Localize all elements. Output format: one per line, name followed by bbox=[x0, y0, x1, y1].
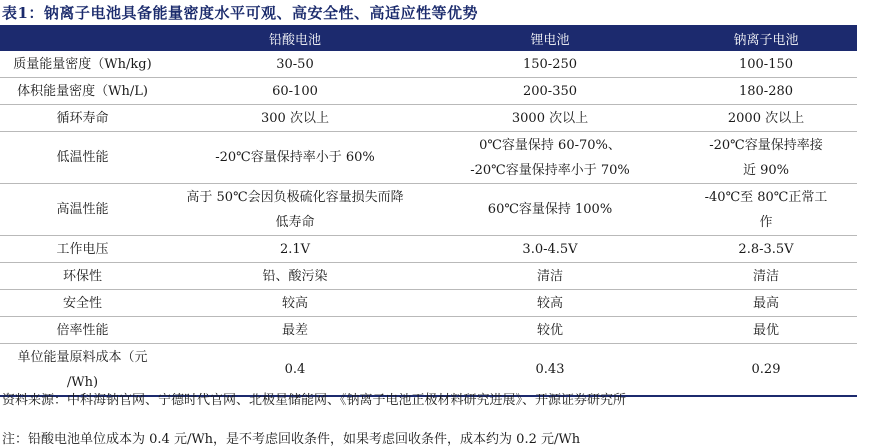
row-label: 安全性 bbox=[0, 290, 165, 317]
row-label: 循环寿命 bbox=[0, 105, 165, 132]
table-cell: 较高 bbox=[425, 290, 675, 317]
table-cell: 30-50 bbox=[165, 51, 425, 78]
table-cell: 0.43 bbox=[425, 344, 675, 397]
row-label: 倍率性能 bbox=[0, 317, 165, 344]
table-title: 表1：钠离子电池具备能量密度水平可观、高安全性、高适应性等优势 bbox=[2, 4, 478, 22]
table-cell: 0.4 bbox=[165, 344, 425, 397]
footnote: 注：铅酸电池单位成本为 0.4 元/Wh，是不考虑回收条件，如果考虑回收条件，成本约为 0.2 元/Wh bbox=[2, 432, 581, 447]
table-cell: 较优 bbox=[425, 317, 675, 344]
table-row bbox=[0, 290, 857, 317]
table-cell: 最优 bbox=[675, 317, 857, 344]
table-cell: -20℃容量保持率接 近 90% bbox=[675, 132, 857, 184]
comparison-table bbox=[0, 25, 857, 397]
table-row bbox=[0, 132, 857, 184]
table-cell: 较高 bbox=[165, 290, 425, 317]
table-cell: -40℃至 80℃正常工 作 bbox=[675, 184, 857, 236]
table-row bbox=[0, 78, 857, 105]
header-cell-sodium-ion: 钠离子电池 bbox=[675, 25, 857, 51]
table-cell: 150-250 bbox=[425, 51, 675, 78]
row-label: 高温性能 bbox=[0, 184, 165, 236]
row-label: 体积能量密度（Wh/L) bbox=[0, 78, 165, 105]
row-label: 工作电压 bbox=[0, 236, 165, 263]
table-cell: 3.0-4.5V bbox=[425, 236, 675, 263]
table-cell: 100-150 bbox=[675, 51, 857, 78]
table-cell: 最高 bbox=[675, 290, 857, 317]
table-cell: 清洁 bbox=[675, 263, 857, 290]
header-cell-lithium: 锂电池 bbox=[425, 25, 675, 51]
table-cell: -20℃容量保持率小于 60% bbox=[165, 132, 425, 184]
header-cell-lead-acid: 铅酸电池 bbox=[165, 25, 425, 51]
table-cell: 3000 次以上 bbox=[425, 105, 675, 132]
table-cell: 高于 50℃会因负极硫化容量损失而降 低寿命 bbox=[165, 184, 425, 236]
header-cell-blank bbox=[0, 25, 165, 51]
table-row bbox=[0, 51, 857, 78]
table-cell: 2.1V bbox=[165, 236, 425, 263]
table-cell: 200-350 bbox=[425, 78, 675, 105]
row-label: 环保性 bbox=[0, 263, 165, 290]
table-row bbox=[0, 263, 857, 290]
table-cell: 300 次以上 bbox=[165, 105, 425, 132]
table-cell: 2.8-3.5V bbox=[675, 236, 857, 263]
table-cell: 0℃容量保持 60-70%、 -20℃容量保持率小于 70% bbox=[425, 132, 675, 184]
table-row bbox=[0, 317, 857, 344]
table-cell: 铅、酸污染 bbox=[165, 263, 425, 290]
table-cell: 2000 次以上 bbox=[675, 105, 857, 132]
table-row bbox=[0, 184, 857, 236]
row-label: 单位能量原料成本（元 /Wh) bbox=[0, 344, 165, 397]
row-label: 质量能量密度（Wh/kg) bbox=[0, 51, 165, 78]
table-cell: 60℃容量保持 100% bbox=[425, 184, 675, 236]
table-row bbox=[0, 236, 857, 263]
table-row bbox=[0, 105, 857, 132]
table-header-row bbox=[0, 25, 857, 51]
table-cell: 180-280 bbox=[675, 78, 857, 105]
table-cell: 60-100 bbox=[165, 78, 425, 105]
table-cell: 0.29 bbox=[675, 344, 857, 397]
source-note: 资料来源：中科海钠官网、宁德时代官网、北极星储能网、《钠离子电池正极材料研究进展》、开源证券研究所 bbox=[2, 393, 627, 408]
row-label: 低温性能 bbox=[0, 132, 165, 184]
table-cell: 最差 bbox=[165, 317, 425, 344]
table-cell: 清洁 bbox=[425, 263, 675, 290]
